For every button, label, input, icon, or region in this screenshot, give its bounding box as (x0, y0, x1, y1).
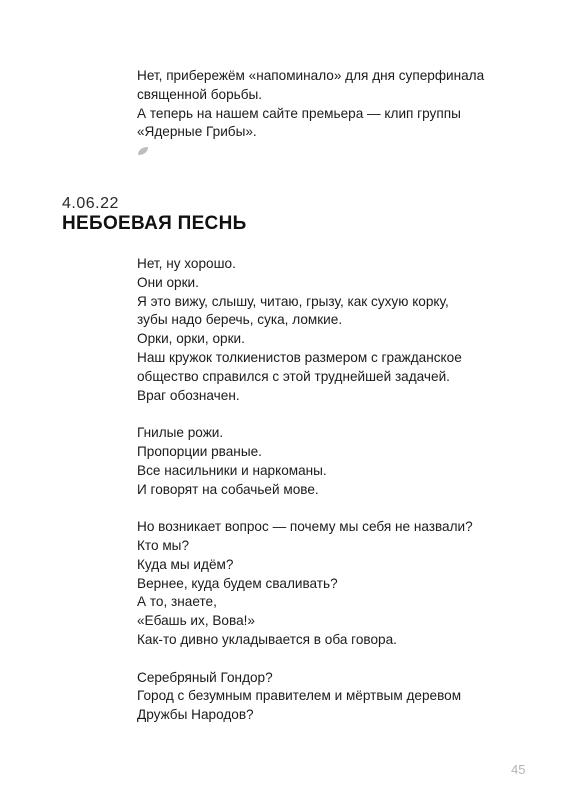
text-line: общество справился с этой труднейшей задачей. (137, 368, 450, 384)
text-line: А теперь на нашем сайте премьера — клип группы (137, 105, 461, 121)
text-line: зубы надо беречь, сука, ломкие. (137, 312, 343, 328)
text-line: «Ебашь их, Вова!» (137, 613, 255, 629)
text-line: Кто мы? (137, 537, 190, 553)
stanza-break (137, 499, 473, 518)
text-line: «Ядерные Грибы». (137, 124, 257, 140)
text-line: Все насильники и наркоманы. (137, 462, 327, 478)
text-line: Враг обозначен. (137, 387, 240, 403)
text-line: Серебряный Гондор? (137, 669, 273, 685)
text-line: священной борьбы. (137, 86, 263, 102)
text-line: А то, знаете, (137, 594, 217, 610)
text-line: Я это вижу, слышу, читаю, грызу, как сухую корку, (137, 293, 449, 309)
stanza-break (137, 650, 473, 669)
text-line: Дружбы Народов? (137, 707, 254, 723)
text-line: Орки, орки, орки. (137, 331, 245, 347)
text-line: Гнилые рожи. (137, 425, 224, 441)
text-line: Вернее, куда будем сваливать? (137, 575, 338, 591)
entry-date: 4.06.22 (62, 195, 119, 212)
text-line: Но возникает вопрос — почему мы себя не назвали? (137, 519, 473, 535)
poem-text (137, 255, 473, 725)
text-line: Нет, ну хорошо. (137, 256, 236, 271)
text-line: Нет, прибережём «напоминало» для дня суперфинала (137, 68, 485, 83)
leaf-icon (137, 146, 149, 156)
previous-entry-text (137, 67, 484, 142)
page-number: 45 (511, 762, 526, 777)
text-line: Город с безумным правителем и мёртвым деревом (137, 688, 462, 704)
text-line: Как-то дивно укладывается в оба говора. (137, 631, 397, 647)
entry-title: НЕБОЕВАЯ ПЕСНЬ (62, 213, 247, 234)
text-line: Они орки. (137, 274, 199, 290)
stanza-break (137, 405, 473, 424)
text-line: И говорят на собачьей мове. (137, 481, 319, 497)
text-line: Куда мы идём? (137, 556, 234, 572)
text-line: Наш кружок толкиенистов размером с гражданское (137, 349, 462, 365)
text-line: Пропорции рваные. (137, 443, 262, 459)
